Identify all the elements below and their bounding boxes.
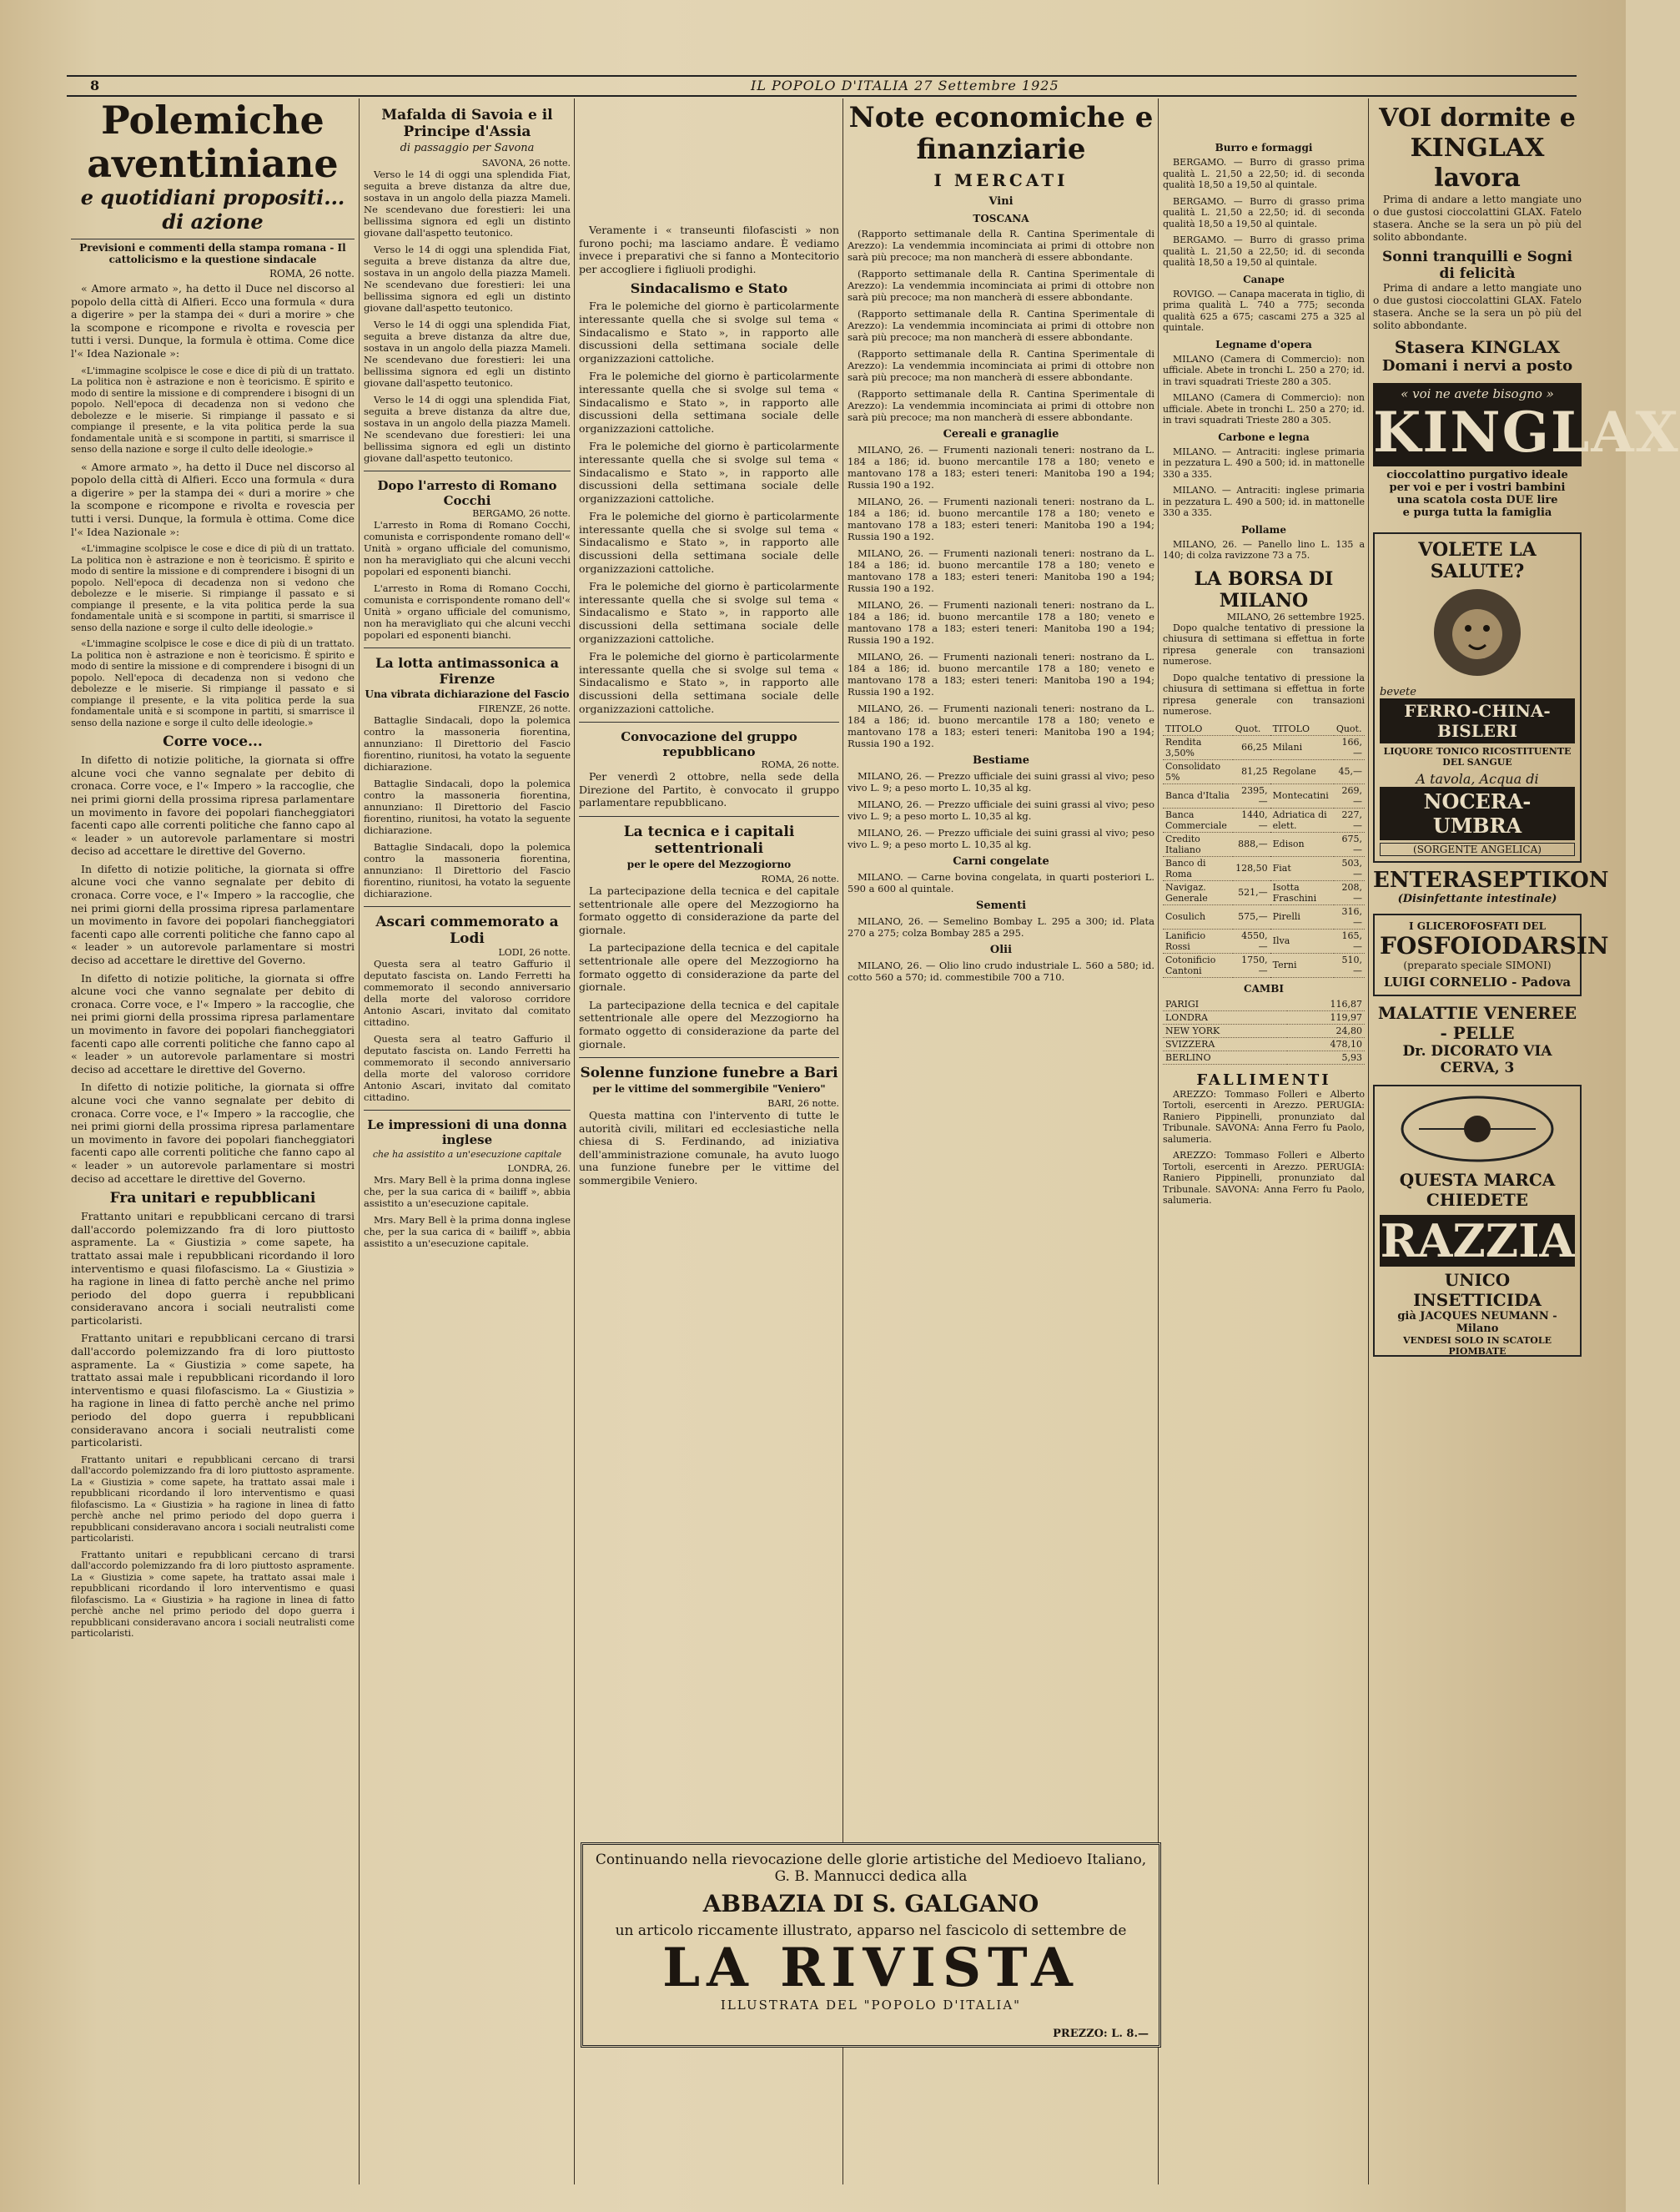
paragraph: BERGAMO. — Burro di grasso prima qualità L. 21,50 a 22,50; id. di seconda qualità 18,50 a 19,50 al quintale. [1163,195,1365,229]
table-row [1163,998,1365,1011]
table-cell: 4550,— [1233,929,1270,953]
table-cell: 24,80 [1287,1024,1365,1037]
paragraph: Frattanto unitari e repubblicani cercano di trarsi dall'accordo polemizzando fra di loro piuttosto aspramente. La « Giustizia » come sapete, ha trattato assai male i repubblicani ricordando il loro interventismo e quasi filofascismo. La « Giustizia » ha ragione in linea di fatto perchè anche nel primo periodo del dopo guerra i repubblicani consideravano ancora i sociali neutralisti come particolaristi. [71,1454,355,1544]
section-heading: Pollame [1241,523,1286,536]
section-heading: Bestiame [973,754,1029,767]
paragraph: (Rapporto settimanale della R. Cantina Sperimentale di Arezzo): La vendemmia incominciata ai primi di ottobre non sarà più precoce; ma non mancherà di essere abbondante. [848,228,1154,263]
subheadline: di passaggio per Savona [400,142,535,154]
razzia-advert [1373,1085,1582,1357]
rivista-price: PREZZO: L. 8.— [1053,2028,1149,2040]
table-row [1163,1037,1365,1051]
table-cell: Consolidato 5% [1163,759,1233,784]
kinglax-sonni: Sonni tranquilli e Sogni di felicità [1382,249,1572,282]
paragraph: Mrs. Mary Bell è la prima donna inglese che, per la sua carica di « bailiff », abbia assistito a un'esecuzione capitale. [364,1214,571,1249]
kinglax-logo: KINGLAX [1373,400,1680,465]
paragraph: Frattanto unitari e repubblicani cercano di trarsi dall'accordo polemizzando fra di loro piuttosto aspramente. La « Giustizia » come sapete, ha trattato assai male i repubblicani ricordando il loro interventismo e quasi filofascismo. La « Giustizia » ha ragione in linea di fatto perchè anche nel primo periodo del dopo guerra i repubblicani consideravano ancora i sociali neutralisti come particolaristi. [71,1332,355,1449]
paragraph: Questa sera al teatro Gaffurio il deputato fascista on. Lando Ferretti ha commemorato il secondo anniversario della morte del valoroso corridore Antonio Ascari, invitato dal comitato cittadino. [364,958,571,1028]
table-cell: PARIGI [1163,998,1287,1011]
table-cell: 128,50 [1233,856,1270,880]
headline-impressioni: Le impressioni di una donna inglese [367,1117,567,1147]
kinglax-banner-small: « voi ne avete bisogno » [1401,386,1554,401]
table-row [1163,1010,1365,1024]
kinglax-tag: e purga tutta la famiglia [1402,506,1552,519]
table-cell: 675,— [1334,832,1365,856]
paragraph: MILANO, 26. — Frumenti nazionali teneri: nostrano da L. 184 a 186; id. buono mercantile 178 a 180; veneto e mantovano 178 a 183; esteri teneri: Manitoba 190 a 194; Russia 190 a 192. [848,703,1154,749]
paragraph: MILANO (Camera di Commercio): non ufficiale. Abete in tronchi L. 250 a 270; id. in travi squadrati Trieste 280 a 305. [1163,392,1365,426]
dateline: BARI, 26 notte. [767,1098,839,1110]
paragraph: Verso le 14 di oggi una splendida Fiat, seguita a breve distanza da altre due, sostava in un angolo della piazza Mameli. Ne scendevano due forestieri: lei una bellissima signora ed egli un distinto giovane dall'aspetto teutonico. [364,169,571,239]
paragraph: MILANO, 26. — Frumenti nazionali teneri: nostrano da L. 184 a 186; id. buono mercantile 178 a 180; veneto e mantovano 178 a 183; esteri teneri: Manitoba 190 a 194; Russia 190 a 192. [848,444,1154,491]
paragraph: Verso le 14 di oggi una splendida Fiat, seguita a breve distanza da altre due, sostava in un angolo della piazza Mameli. Ne scendevano due forestieri: lei una bellissima signora ed egli un distinto giovane dall'aspetto teutonico. [364,394,571,464]
table-cell: 166,— [1334,735,1365,759]
dateline: ROMA, 26 notte. [269,268,355,280]
table-header: TITOLO [1270,723,1334,736]
table-cell: Adriatica di elett. [1270,808,1334,832]
page-number: 8 [90,78,101,93]
table-header: Quot. [1334,723,1365,736]
fosfoiodarsin-advert [1373,914,1609,996]
paragraph: Prima di andare a letto mangiate uno o due gustosi cioccolattini GLAX. Fatelo stasera. Anche se la sera un pò più del solito abbondante. [1373,194,1582,243]
table-header: TITOLO [1163,723,1233,736]
paragraph: Fra le polemiche del giorno è particolarmente interessante quella che si svolge sul tema « Sindacalismo e Stato », in rapporto alle discussioni della settimana sociale delle organizzazioni cattoliche. [579,300,839,365]
kinglax-stasera: Stasera KINGLAX [1394,337,1561,357]
subheadline: e quotidiani propositi... di azione [80,185,345,234]
razzia-vendesi: VENDESI SOLO IN SCATOLE PIOMBATE [1402,1335,1552,1357]
paragraph: MILANO. — Antraciti: inglese primaria in pezzatura L. 490 a 500; id. in mattonelle 330 a 335. [1163,446,1365,480]
paragraph: MILANO, 26. — Frumenti nazionali teneri: nostrano da L. 184 a 186; id. buono mercantile 178 a 180; veneto e mantovano 178 a 183; esteri teneri: Manitoba 190 a 194; Russia 190 a 192. [848,651,1154,698]
rivista-abbazia: ABBAZIA DI S. GALGANO [702,1890,1039,1917]
paragraph: MILANO, 26. — Semelino Bombay L. 295 a 300; id. Plata 270 a 275; colza Bombay 285 a 295. [848,915,1154,939]
table-row [1163,808,1365,832]
table-cell: Isotta Fraschini [1270,880,1334,904]
paragraph: La partecipazione della tecnica e del capitale settentrionale alle opere del Mezzogiorno ha formato oggetto di considerazione da parte del giornale. [579,998,839,1051]
table-row [1163,735,1365,759]
masthead-rule [67,75,1577,97]
table-row [1163,784,1365,808]
kinglax-tag: per voi e per i vostri bambini [1389,481,1566,494]
table-cell: Lanificio Rossi [1163,929,1233,953]
table-cell: 510,— [1334,953,1365,977]
bisleri-headline: VOLETE LA SALUTE? [1418,539,1537,582]
table-cell: 116,87 [1287,998,1365,1011]
subheadline: per le opere del Mezzogiorno [626,858,792,870]
kinglax-tag: una scatola costa DUE lire [1396,494,1558,506]
dateline: FIRENZE, 26 notte. [478,703,571,714]
razzia-unico: UNICO INSETTICIDA [1413,1270,1542,1310]
dateline: SAVONA, 26 notte. [481,158,571,169]
rivista-advert [581,1842,1161,2048]
headline-tecnica: La tecnica e i capitali settentrionali [623,823,795,857]
glicero-text: I GLICEROFOSFATI DEL [1408,920,1547,932]
table-cell: Pirelli [1270,904,1334,929]
headline-ascari: Ascari commemorato a Lodi [375,914,559,947]
section-heading: Corre voce... [163,733,263,751]
paragraph: MILANO, 26. — Frumenti nazionali teneri: nostrano da L. 184 a 186; id. buono mercantile 178 a 180; veneto e mantovano 178 a 183; esteri teneri: Manitoba 190 a 194; Russia 190 a 192. [848,599,1154,646]
paragraph: « Amore armato », ha detto il Duce nel discorso al popolo della città di Alfieri. Ecco una formula « dura a digerire » per la stampa dei « duri a morire » che la scompone e ricompone e rivolta e rovescia per tutti i versi. Dunque, la formula è ottima. Come dice l'« Idea Nazionale »: [71,282,355,360]
paragraph: MILANO. — Antraciti: inglese primaria in pezzatura L. 490 a 500; id. in mattonelle 330 a 335. [1163,485,1365,518]
bisleri-liquore: LIQUORE TONICO RICOSTITUENTE DEL SANGUE [1383,746,1572,768]
table-cell: Navigaz. Generale [1163,880,1233,904]
column-rule [359,98,360,2184]
table-cell: 1750,— [1233,953,1270,977]
lion-illustration [1386,582,1569,683]
masthead-title: IL POPOLO D'ITALIA 27 Settembre 1925 [751,78,1059,93]
economic-notes-2 [1163,98,1365,2176]
paragraph: Questa sera al teatro Gaffurio il deputato fascista on. Lando Ferretti ha commemorato il secondo anniversario della morte del valoroso corridore Antonio Ascari, invitato dal comitato cittadino. [364,1033,571,1103]
paragraph: «L'immagine scolpisce le cose e dice di più di un trattato. La politica non è astrazione e non è teoricismo. È spirito e modo di sentire la missione e di comprendere i bisogni di un popolo. Nell'epoca di decadenza non si vedono che debolezze e le miserie. Si rimpiange il passato e si compiange il presente, e la vita politica perde la sua fondamentale unità e si scompone in partiti, si smarrisce il senso della nazione e sorge il culto delle ideologie.» [71,638,355,728]
table-cell: 888,— [1233,832,1270,856]
paragraph: Verso le 14 di oggi una splendida Fiat, seguita a breve distanza da altre due, sostava in un angolo della piazza Mameli. Ne scendevano due forestieri: lei una bellissima signora ed egli un distinto giovane dall'aspetto teutonico. [364,319,571,389]
paragraph: La partecipazione della tecnica e del capitale settentrionale alle opere del Mezzogiorno ha formato oggetto di considerazione da parte del giornale. [579,941,839,994]
paragraph: ROVIGO. — Canapa macerata in tiglio, di prima qualità L. 740 a 775; seconda qualità 625 a 675; cascami 275 a 325 al quintale. [1163,288,1366,333]
table-cell: Milani [1270,735,1334,759]
paragraph: «L'immagine scolpisce le cose e dice di più di un trattato. La politica non è astrazione e non è teoricismo. È spirito e modo di sentire la missione e di comprendere i bisogni di un popolo. Nell'epoca di decadenza non si vedono che debolezze e le miserie. Si rimpiange il passato e si compiange il presente, e la vita politica perde la sua fondamentale unità e si scompone in partiti, si smarrisce il senso della nazione e sorge il culto delle ideologie.» [71,365,355,456]
dateline: ROMA, 26 notte. [761,873,839,884]
table-cell: 503,— [1334,856,1365,880]
table-header-row [1163,723,1365,736]
paragraph: L'arresto in Roma di Romano Cocchi, comunista e corrispondente romano dell'« Unità » organo ufficiale del comunismo, non ha meravigliato qui che alcuni vecchi popolari ed esponenti bianchi. [364,582,571,641]
headline-note: Note economiche e finanziarie [848,101,1154,166]
section-heading: Legname d'opera [1215,338,1312,350]
kinglax-banner [1373,383,1680,466]
section-heading: Sindacalismo e Stato [630,280,788,297]
paragraph: Fra le polemiche del giorno è particolarmente interessante quella che si svolge sul tema « Sindacalismo e Stato », in rapporto alle discussioni della settimana sociale delle organizzazioni cattoliche. [579,440,839,505]
stock-table [1163,723,1365,978]
table-cell: 2395,— [1233,784,1270,808]
headline-borsa: LA BORSA DI MILANO [1194,567,1334,612]
table-cell: BERLINO [1163,1051,1287,1064]
table-cell: Banco di Roma [1163,856,1233,880]
divider [579,816,839,817]
dateline: ROMA, 26 notte. [761,759,839,771]
table-row [1163,759,1365,784]
paragraph: MILANO, 26. — Frumenti nazionali teneri: nostrano da L. 184 a 186; id. buono mercantile 178 a 180; veneto e mantovano 178 a 183; esteri teneri: Manitoba 190 a 194; Russia 190 a 192. [848,547,1154,594]
section-heading: Burro e formaggi [1215,142,1313,154]
paragraph: MILANO, 26. — Prezzo ufficiale dei suini grassi al vivo; peso vivo L. 9; a peso morto L. 10,35 al kg. [848,799,1154,822]
table-cell: 1440,— [1233,808,1270,832]
dateline: BERGAMO, 26 notte. [472,508,571,519]
section-heading: Canape [1243,273,1285,285]
paragraph: (Rapporto settimanale della R. Cantina Sperimentale di Arezzo): La vendemmia incominciata ai primi di ottobre non sarà più precoce; ma non mancherà di essere abbondante. [848,348,1154,383]
headline: Polemiche aventiniane [87,98,339,186]
table-cell: 208,— [1334,880,1365,904]
table-header: Quot. [1233,723,1270,736]
bisleri-name: FERRO-CHINA-BISLERI [1380,698,1575,743]
divider [364,1110,571,1111]
table-cell: Terni [1270,953,1334,977]
fosfoiodarsin-title: FOSFOIODARSIN [1380,932,1609,960]
bisleri-advert [1373,532,1582,863]
table-cell: Credito Italiano [1163,832,1233,856]
section-heading: Vini [988,195,1014,208]
paragraph: Verso le 14 di oggi una splendida Fiat, seguita a breve distanza da altre due, sostava in un angolo della piazza Mameli. Ne scendevano due forestieri: lei una bellissima signora ed egli un distinto giovane dall'aspetto teutonico. [364,244,571,314]
paragraph: MILANO (Camera di Commercio): non ufficiale. Abete in tronchi L. 250 a 270; id. in travi squadrati Trieste 280 a 305. [1163,353,1365,387]
headline-solenne: Solenne funzione funebre a Bari [580,1065,838,1082]
headline-fallimenti: FALLIMENTI [1196,1071,1331,1089]
paragraph: Prima di andare a letto mangiate uno o due gustosi cioccolattini GLAX. Fatelo stasera. Anche se la sera un pò più del solito abbondante. [1373,282,1582,331]
paragraph: MILANO, 26. — Prezzo ufficiale dei suini grassi al vivo; peso vivo L. 9; a peso morto L. 10,35 al kg. [848,770,1154,794]
paragraph: MILANO, 26. — Panello lino L. 135 a 140; di colza ravizzone 73 a 75. [1163,538,1365,561]
paragraph: Fra le polemiche del giorno è particolarmente interessante quella che si svolge sul tema « Sindacalismo e Stato », in rapporto alle discussioni della settimana sociale delle organizzazioni cattoliche. [579,650,839,715]
paragraph: (Rapporto settimanale della R. Cantina Sperimentale di Arezzo): La vendemmia incominciata ai primi di ottobre non sarà più precoce; ma non mancherà di essere abbondante. [848,308,1154,343]
paragraph: Battaglie Sindacali, dopo la polemica contro la massoneria fiorentina, annunziano: Il Direttorio del Fascio fiorentino, riunitosi, ha votato la seguente dichiarazione. [364,778,571,836]
table-cell: 165,— [1334,929,1365,953]
paragraph: L'arresto in Roma di Romano Cocchi, comunista e corrispondente romano dell'« Unità » organo ufficiale del comunismo, non ha meravigliato qui che alcuni vecchi popolari ed esponenti bianchi. [364,519,571,577]
section-heading: Carni congelate [953,855,1049,868]
article-column-2 [364,98,571,2176]
paragraph: Dopo qualche tentativo di pressione la chiusura di settimana si effettua in forte ripresa generale con transazioni numerose. [1163,672,1365,717]
article-polemiche [71,98,355,2168]
table-cell: 119,97 [1287,1010,1365,1024]
table-row [1163,856,1365,880]
paragraph: Questa mattina con l'intervento di tutte le autorità civili, militari ed ecclesiastiche nella chiesa di S. Ferdinando, ad iniziativa dell'amministrazione comunale, ha avuto luogo una funzione funebre per le vittime del sommergibile Veniero. [579,1109,839,1187]
divider [364,647,571,648]
paragraph: «L'immagine scolpisce le cose e dice di più di un trattato. La politica non è astrazione e non è teoricismo. È spirito e modo di sentire la missione e di comprendere i bisogni di un popolo. Nell'epoca di decadenza non si vedono che debolezze e le miserie. Si rimpiange il passato e si compiange il presente, e la vita politica perde la sua fondamentale unità e si scompone in partiti, si smarrisce il senso della nazione e sorge il culto delle ideologie.» [71,543,355,633]
dateline: LONDRA, 26. [507,1163,571,1174]
nocera-umbra: NOCERA-UMBRA [1380,787,1575,840]
paragraph: Frattanto unitari e repubblicani cercano di trarsi dall'accordo polemizzando fra di loro piuttosto aspramente. La « Giustizia » come sapete, ha trattato assai male i repubblicani ricordando il loro interventismo e quasi filofascismo. La « Giustizia » ha ragione in linea di fatto perchè anche nel primo periodo del dopo guerra i repubblicani consideravano ancora i sociali neutralisti come particolaristi. [71,1549,355,1640]
razzia-ask: QUESTA MARCA CHIEDETE [1399,1170,1556,1210]
dateline: LODI, 26 notte. [498,947,571,958]
table-row [1163,953,1365,977]
table-row [1163,832,1365,856]
section-heading: Fra unitari e repubblicani [109,1190,316,1207]
divider [579,722,839,723]
dateline: MILANO, 26 settembre 1925. [1226,611,1365,622]
column-rule [1368,98,1369,2184]
enteraseptikon: ENTERASEPTIKON [1373,868,1609,893]
divider [364,906,571,907]
section-heading: CAMBI [1244,982,1284,995]
table-cell: Montecatini [1270,784,1334,808]
section-heading: Olii [989,944,1013,956]
sorgente: (SORGENTE ANGELICA) [1380,843,1575,856]
economic-notes [848,98,1154,1842]
paragraph: Veramente i « transeunti filofascisti » non furono pochi; ma lasciamo andare. È vediamo invece i preparativi che si fanno a Montecitorio per accogliere i figliuoli prodighi. [579,224,839,275]
kinglax-tag: cioccolattino purgativo ideale [1386,469,1568,481]
mercati-heading: I MERCATI [933,170,1069,190]
table-cell: 66,25 [1233,735,1270,759]
paragraph: Mrs. Mary Bell è la prima donna inglese che, per la sua carica di « bailiff », abbia assistito a un'esecuzione capitale. [364,1174,571,1209]
paragraph: (Rapporto settimanale della R. Cantina Sperimentale di Arezzo): La vendemmia incominciata ai primi di ottobre non sarà più precoce; ma non mancherà di essere abbondante. [848,388,1154,423]
headline-cocchi: Dopo l'arresto di Romano Cocchi [377,478,557,508]
paragraph: (Rapporto settimanale della R. Cantina Sperimentale di Arezzo): La vendemmia incominciata ai primi di ottobre non sarà più precoce; ma non mancherà di essere abbondante. [848,268,1154,303]
section-heading: Sementi [975,899,1027,912]
kinglax-headline: VOI dormite e KINGLAX lavora [1379,103,1576,193]
table-row [1163,1024,1365,1037]
razzia-emblem-icon [1386,1091,1569,1166]
razzia-neumann: già JACQUES NEUMANN - Milano [1397,1310,1557,1335]
table-cell: Edison [1270,832,1334,856]
paragraph: BERGAMO. — Burro di grasso prima qualità L. 21,50 a 22,50; id. di seconda qualità 18,50 a 19,50 al quintale. [1163,157,1365,190]
table-cell: Rendita 3,50% [1163,735,1233,759]
paragraph: Fra le polemiche del giorno è particolarmente interessante quella che si svolge sul tema « Sindacalismo e Stato », in rapporto alle discussioni della settimana sociale delle organizzazioni cattoliche. [579,510,839,575]
paragraph: In difetto di notizie politiche, la giornata si offre alcune voci che vanno segnalate per debito di cronaca. Corre voce, e l'« Impero » la raccoglie, che nei primi giorni della prossima ripresa parlamentare un movimento in favore dei popolari fiancheggiatori facenti capo alle correnti politiche che fanno capo al « leader » un autorevole parlamentare si mostri deciso ad accettare le direttive del Governo. [71,971,355,1076]
paragraph: In difetto di notizie politiche, la giornata si offre alcune voci che vanno segnalate per debito di cronaca. Corre voce, e l'« Impero » la raccoglie, che nei primi giorni della prossima ripresa parlamentare un movimento in favore dei popolari fiancheggiatori facenti capo alle correnti politiche che fanno capo al « leader » un autorevole parlamentare si mostri deciso ad accettare le direttive del Governo. [71,753,355,858]
column-rule [574,98,575,2184]
paragraph: MILANO. — Carne bovina congelata, in quarti posteriori L. 590 a 600 al quintale. [848,871,1154,894]
paragraph: AREZZO: Tommaso Folleri e Alberto Tortoli, esercenti in Arezzo. PERUGIA: Raniero Pippinelli, pronunziato dal Tribunale. SAVONA: Anna Ferro fu Paolo, salumeria. [1163,1088,1365,1145]
table-cell: Ilva [1270,929,1334,953]
table-cell: 81,25 [1233,759,1270,784]
table-cell: 478,10 [1287,1037,1365,1051]
headline-lotta: La lotta antimassonica a Firenze [375,655,559,687]
table-cell: 575,— [1233,904,1270,929]
table-cell: NEW YORK [1163,1024,1287,1037]
table-cell: 316,— [1334,904,1365,929]
rivista-title: LA RIVISTA [662,1937,1079,1999]
table-row [1163,1051,1365,1064]
paragraph: AREZZO: Tommaso Folleri e Alberto Tortoli, esercenti in Arezzo. PERUGIA: Raniero Pippinelli, pronunziato dal Tribunale. SAVONA: Anna Ferro fu Paolo, salumeria. [1163,1150,1365,1206]
table-cell: Cosulich [1163,904,1233,929]
paragraph: BERGAMO. — Burro di grasso prima qualità L. 21,50 a 22,50; id. di seconda qualità 18,50 a 19,50 al quintale. [1163,234,1365,268]
table-cell: 269,— [1334,784,1365,808]
rivista-text: un articolo riccamente illustrato, apparso nel fascicolo di settembre de [615,1922,1127,1939]
table-cell: LONDRA [1163,1010,1287,1024]
paragraph: « Amore armato », ha detto il Duce nel discorso al popolo della città di Alfieri. Ecco una formula « dura a digerire » per la stampa dei « duri a morire » che la scompone e ricompone e rivolta e rovescia per tutti i versi. Dunque, la formula è ottima. Come dice l'« Idea Nazionale »: [71,460,355,538]
section-heading: TOSCANA [973,213,1029,224]
advertisements [1373,98,1680,2193]
table-cell: 227,— [1334,808,1365,832]
paragraph: Dopo qualche tentativo di pressione la chiusura di settimana si effettua in forte ripresa generale con transazioni numerose. [1163,622,1365,667]
paragraph: MILANO, 26. — Prezzo ufficiale dei suini grassi al vivo; peso vivo L. 9; a peso morto L. 10,35 al kg. [848,827,1154,850]
enteraseptikon-sub: (Disinfettante intestinale) [1397,893,1557,905]
fosfoiodarsin-sub: (preparato speciale SIMONI) [1403,960,1552,971]
table-cell: 5,93 [1287,1051,1365,1064]
paragraph: La partecipazione della tecnica e del capitale settentrionale alle opere del Mezzogiorno ha formato oggetto di considerazione da parte del giornale. [579,884,839,936]
paragraph: Battaglie Sindacali, dopo la polemica contro la massoneria fiorentina, annunziano: Il Direttorio del Fascio fiorentino, riunitosi, ha votato la seguente dichiarazione. [364,841,571,899]
headline-convocazione: Convocazione del gruppo repubblicano [621,729,797,760]
table-cell: 45,— [1334,759,1365,784]
paragraph: In difetto di notizie politiche, la giornata si offre alcune voci che vanno segnalate per debito di cronaca. Corre voce, e l'« Impero » la raccoglie, che nei primi giorni della prossima ripresa parlamentare un movimento in favore dei popolari fiancheggiatori facenti capo alle correnti politiche che fanno capo al « leader » un autorevole parlamentare si mostri deciso ad accettare le direttive del Governo. [71,862,355,967]
rivista-subtitle: ILLUSTRATA DEL "POPOLO D'ITALIA" [720,1998,1022,2013]
rivista-text: Continuando nella rievocazione delle glorie artistiche del Medioevo Italiano, G. B. Mannucci dedica alla [595,1852,1147,1885]
luigi-cornelio: LUIGI CORNELIO - Padova [1383,975,1572,990]
headline-mafalda: Mafalda di Savoia e il Principe d'Assia [381,107,553,140]
paragraph: Per venerdì 2 ottobre, nella sede della Direzione del Partito, è convocato il gruppo parlamentare repubblicano. [579,770,839,809]
section-heading: Carbone e legna [1218,431,1310,443]
table-row [1163,880,1365,904]
table-cell: Regolane [1270,759,1334,784]
paragraph: In difetto di notizie politiche, la giornata si offre alcune voci che vanno segnalate per debito di cronaca. Corre voce, e l'« Impero » la raccoglie, che nei primi giorni della prossima ripresa parlamentare un movimento in favore dei popolari fiancheggiatori facenti capo alle correnti politiche che fanno capo al « leader » un autorevole parlamentare si mostri deciso ad accettare le direttive del Governo. [71,1081,355,1185]
paragraph: Fra le polemiche del giorno è particolarmente interessante quella che si svolge sul tema « Sindacalismo e Stato », in rapporto alle discussioni della settimana sociale delle organizzazioni cattoliche. [579,370,839,435]
table-cell: Cotonificio Cantoni [1163,953,1233,977]
article-column-3 [579,98,839,1834]
paragraph: Fra le polemiche del giorno è particolarmente interessante quella che si svolge sul tema « Sindacalismo e Stato », in rapporto alle discussioni della settimana sociale delle organizzazioni cattoliche. [579,580,839,645]
table-row [1163,929,1365,953]
kicker: Previsioni e commenti della stampa romana - Il cattolicismo e la questione sindacale [71,239,355,265]
cambi-table [1163,998,1365,1065]
section-heading: Cereali e granaglie [943,428,1059,441]
subheadline: che ha assistito a un'esecuzione capitale [372,1149,562,1160]
dicorato: Dr. DICORATO VIA CERVA, 3 [1402,1043,1552,1076]
table-cell: Banca d'Italia [1163,784,1233,808]
divider [579,1057,839,1058]
paragraph: Frattanto unitari e repubblicani cercano di trarsi dall'accordo polemizzando fra di loro piuttosto aspramente. La « Giustizia » come sapete, ha trattato assai male i repubblicani ricordando il loro interventismo e quasi filofascismo. La « Giustizia » ha ragione in linea di fatto perchè anche nel primo periodo del dopo guerra i repubblicani consideravano ancora i sociali neutralisti come particolaristi. [71,1210,355,1327]
kinglax-domani: Domani i nervi a posto [1381,357,1573,375]
table-cell: 521,— [1233,880,1270,904]
malattie-headline: MALATTIE VENEREE - PELLE [1377,1003,1577,1043]
razzia-logo: RAZZIA [1380,1214,1575,1267]
subheadline: Una vibrata dichiarazione del Fascio [365,688,570,700]
table-cell: Banca Commerciale [1163,808,1233,832]
table-cell: SVIZZERA [1163,1037,1287,1051]
subheadline: per le vittime del sommergibile "Veniero" [592,1083,826,1096]
paragraph: MILANO, 26. — Olio lino crudo industriale L. 560 a 580; id. cotto 560 a 570; id. commestibile 700 a 710. [848,960,1154,983]
table-row [1163,904,1365,929]
bisleri-bevete: bevete [1380,686,1416,698]
bisleri-tavola: A tavola, Acqua di [1416,771,1539,787]
paragraph: MILANO, 26. — Frumenti nazionali teneri: nostrano da L. 184 a 186; id. buono mercantile 178 a 180; veneto e mantovano 178 a 183; esteri teneri: Manitoba 190 a 194; Russia 190 a 192. [848,496,1154,542]
table-cell: Fiat [1270,856,1334,880]
paragraph: Battaglie Sindacali, dopo la polemica contro la massoneria fiorentina, annunziano: Il Direttorio del Fascio fiorentino, riunitosi, ha votato la seguente dichiarazione. [364,714,571,773]
